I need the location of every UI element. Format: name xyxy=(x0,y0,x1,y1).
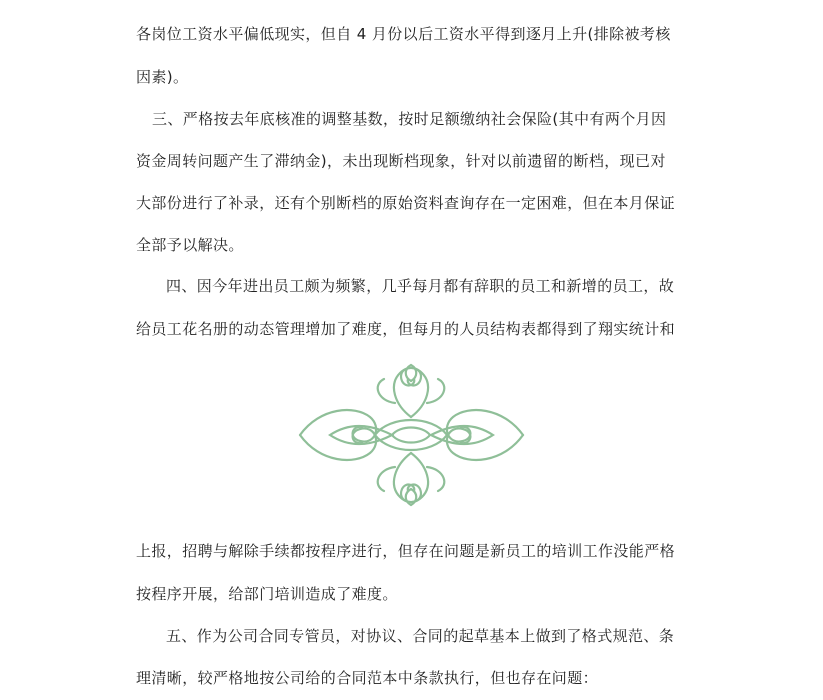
paragraph-line: 五、作为公司合同专管员，对协议、合同的起草基本上做到了格式规范、条 xyxy=(166,627,675,645)
decorative-divider-ornament xyxy=(0,355,823,520)
paragraph-line: 上报，招聘与解除手续都按程序进行，但存在问题是新员工的培训工作没能严格 xyxy=(136,542,676,560)
paragraph-line: 全部予以解决。 xyxy=(136,236,244,254)
paragraph-line: 给员工花名册的动态管理增加了难度，但每月的人员结构表都得到了翔实统计和 xyxy=(136,320,676,338)
paragraph-line: 理清晰，较严格地按公司给的合同范本中条款执行，但也存在问题： xyxy=(136,669,599,687)
paragraph-line: 大部份进行了补录，还有个别断档的原始资料查询存在一定困难，但在本月保证 xyxy=(136,194,676,212)
paragraph-line: 四、因今年进出员工颇为频繁，几乎每月都有辞职的员工和新增的员工，故 xyxy=(166,277,675,295)
paragraph-line: 各岗位工资水平偏低现实，但自 4 月份以后工资水平得到逐月上升(排除被考核 xyxy=(136,25,671,43)
paragraph-line: 资金周转问题产生了滞纳金)，未出现断档现象，针对以前遗留的断档，现已对 xyxy=(136,152,666,170)
paragraph-line: 三、严格按去年底核准的调整基数，按时足额缴纳社会保险(其中有两个月因 xyxy=(152,110,667,128)
paragraph-line: 按程序开展，给部门培训造成了难度。 xyxy=(136,585,398,603)
paragraph-line: 因素)。 xyxy=(136,68,189,86)
